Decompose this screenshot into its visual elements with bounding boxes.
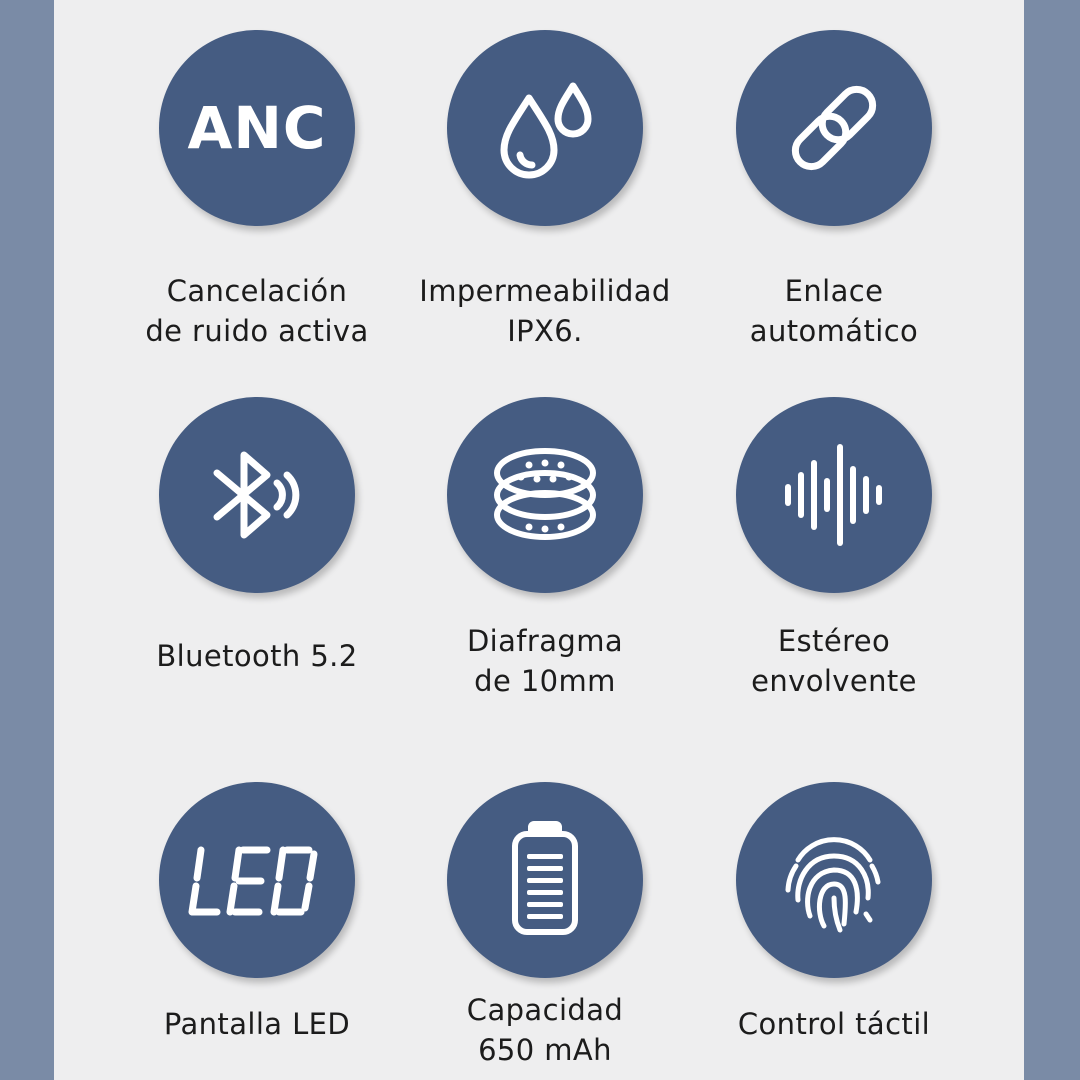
fingerprint-icon bbox=[774, 820, 894, 940]
feature-label: Capacidad 650 mAh bbox=[466, 993, 624, 1067]
feature-label: Impermeabilidad IPX6. bbox=[419, 274, 671, 348]
chain-link-icon bbox=[774, 68, 894, 188]
feature-circle bbox=[159, 782, 355, 978]
feature-label: Control táctil bbox=[737, 1007, 931, 1041]
feature-circle bbox=[159, 30, 355, 226]
feature-label: Bluetooth 5.2 bbox=[156, 639, 358, 673]
speaker-diaphragm-icon bbox=[485, 435, 605, 555]
feature-label: Cancelación de ruido activa bbox=[145, 274, 369, 348]
anc-text-icon: ANC bbox=[187, 94, 327, 162]
feature-label: Pantalla LED bbox=[163, 1007, 351, 1041]
feature-label: Diafragma de 10mm bbox=[466, 624, 624, 698]
led-display-icon bbox=[187, 820, 327, 940]
feature-circle bbox=[447, 30, 643, 226]
water-drops-icon bbox=[485, 68, 605, 188]
feature-circle bbox=[159, 397, 355, 593]
sound-wave-icon bbox=[774, 435, 894, 555]
battery-icon bbox=[485, 820, 605, 940]
feature-circle bbox=[736, 397, 932, 593]
feature-circle bbox=[447, 397, 643, 593]
feature-circle bbox=[736, 782, 932, 978]
bluetooth-icon bbox=[197, 435, 317, 555]
feature-label: Enlace automático bbox=[749, 274, 919, 348]
feature-circle bbox=[736, 30, 932, 226]
feature-circle bbox=[447, 782, 643, 978]
feature-label: Estéreo envolvente bbox=[751, 624, 917, 698]
